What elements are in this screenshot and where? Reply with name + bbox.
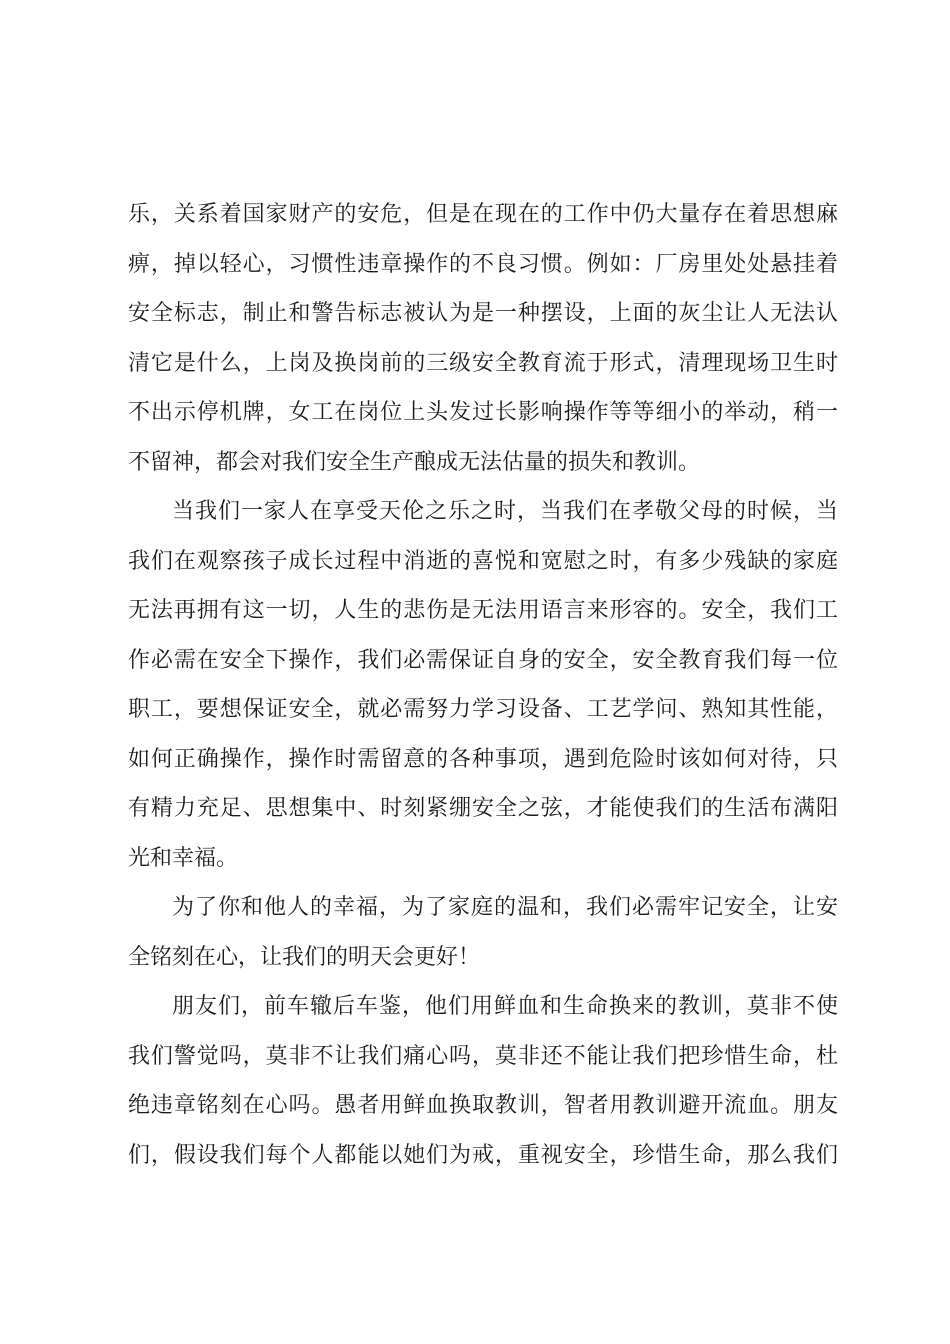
paragraph-start-line: 当我们一家人在享受天伦之乐之时，当我们在孝敬父母的时候，当 <box>172 499 838 524</box>
body-text <box>128 190 838 1180</box>
paragraph-start-line: 朋友们，前车辙后车鉴，他们用鲜血和生命换来的教训，莫非不使 <box>172 994 838 1019</box>
text-line: 作必需在安全下操作，我们必需保证自身的安全，安全教育我们每一位 <box>128 647 838 673</box>
text-line: 全铭刻在心，让我们的明天会更好！ <box>128 944 481 970</box>
text-line: 痹，掉以轻心，习惯性违章操作的不良习惯。例如：厂房里处处悬挂着 <box>128 251 838 277</box>
text-line: 光和幸福。 <box>128 845 239 871</box>
text-line: 绝违章铭刻在心吗。愚者用鲜血换取教训，智者用教训避开流血。朋友 <box>128 1093 838 1118</box>
text-line: 职工，要想保证安全，就必需努力学习设备、工艺学问、熟知其性能， <box>128 697 838 722</box>
text-line: 们，假设我们每个人都能以她们为戒，重视安全，珍惜生命，那么我们 <box>128 1142 838 1168</box>
text-line: 有精力充足、思想集中、时刻紧绷安全之弦，才能使我们的生活布满阳 <box>128 796 838 821</box>
text-line: 清它是什么，上岗及换岗前的三级安全教育流于形式，清理现场卫生时 <box>128 350 838 376</box>
text-line: 乐，关系着国家财产的安危，但是在现在的工作中仍大量存在着思想麻 <box>128 202 838 227</box>
text-line: 我们警觉吗，莫非不让我们痛心吗，莫非还不能让我们把珍惜生命，杜 <box>128 1043 838 1069</box>
text-line: 如何正确操作，操作时需留意的各种事项，遇到危险时该如何对待，只 <box>128 746 838 772</box>
text-line: 我们在观察孩子成长过程中消逝的喜悦和宽慰之时，有多少残缺的家庭 <box>128 548 838 574</box>
text-line: 不留神，都会对我们安全生产酿成无法估量的损失和教训。 <box>128 449 701 475</box>
text-line: 安全标志，制止和警告标志被认为是一种摆设，上面的灰尘让人无法认 <box>128 301 838 326</box>
paragraph-start-line: 为了你和他人的幸福，为了家庭的温和，我们必需牢记安全，让安 <box>172 895 838 920</box>
text-line: 无法再拥有这一切，人生的悲伤是无法用语言来形容的。安全，我们工 <box>128 598 838 623</box>
text-line: 不出示停机牌，女工在岗位上头发过长影响操作等等细小的举动，稍一 <box>128 400 838 425</box>
